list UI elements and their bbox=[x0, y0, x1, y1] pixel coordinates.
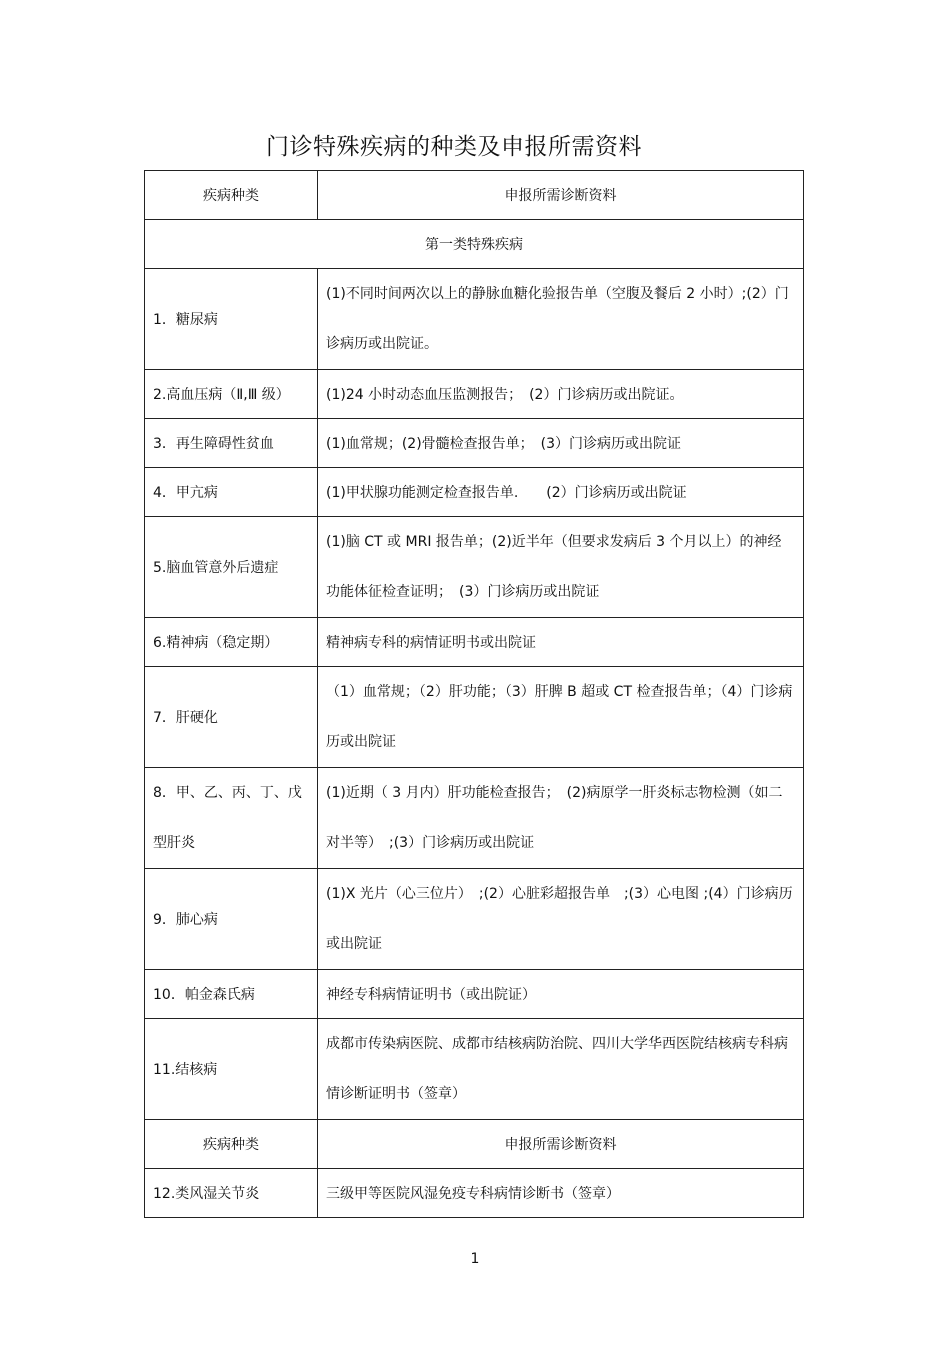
document-title: 门诊特殊疾病的种类及申报所需资料 bbox=[266, 134, 642, 160]
materials-cell: 神经专科病情证明书（或出院证） bbox=[318, 970, 804, 1019]
section-title: 第一类特殊疾病 bbox=[145, 220, 804, 269]
materials-cell: (1)24 小时动态血压监测报告； (2）门诊病历或出院证。 bbox=[318, 370, 804, 419]
header-materials: 申报所需诊断资料 bbox=[318, 171, 804, 220]
table-row bbox=[145, 517, 804, 618]
disease-cell: 6.精神病（稳定期） bbox=[145, 618, 318, 667]
materials-cell: (1)甲状腺功能测定检查报告单. (2）门诊病历或出院证 bbox=[318, 468, 804, 517]
materials-cell: (1)X 光片（心三位片） ;(2）心脏彩超报告单 ;(3）心电图 ;(4）门诊病历或出院证 bbox=[318, 869, 804, 970]
disease-cell: 4．甲亢病 bbox=[145, 468, 318, 517]
disease-cell: 9．肺心病 bbox=[145, 869, 318, 970]
table-row bbox=[145, 419, 804, 468]
disease-table bbox=[144, 170, 804, 1218]
page-number: 1 bbox=[470, 1251, 480, 1267]
disease-cell: 5.脑血管意外后遗症 bbox=[145, 517, 318, 618]
table-row bbox=[145, 1169, 804, 1218]
table-row bbox=[145, 970, 804, 1019]
header-disease-type: 疾病种类 bbox=[145, 171, 318, 220]
section-row bbox=[145, 220, 804, 269]
table-row bbox=[145, 869, 804, 970]
materials-cell: （1）血常规；（2）肝功能；（3）肝脾 B 超或 CT 检查报告单；（4）门诊病历或出院证 bbox=[318, 667, 804, 768]
materials-cell: (1)近期（ 3 月内）肝功能检查报告； (2)病原学一肝炎标志物检测（如二对半等） ;(3）门诊病历或出院证 bbox=[318, 768, 804, 869]
disease-cell: 11.结核病 bbox=[145, 1019, 318, 1120]
disease-cell: 1．糖尿病 bbox=[145, 269, 318, 370]
table-row bbox=[145, 618, 804, 667]
table-header-row-repeat bbox=[145, 1120, 804, 1169]
table-row bbox=[145, 269, 804, 370]
disease-cell: 10．帕金森氏病 bbox=[145, 970, 318, 1019]
disease-cell: 7．肝硬化 bbox=[145, 667, 318, 768]
materials-cell: 三级甲等医院风湿免疫专科病情诊断书（签章） bbox=[318, 1169, 804, 1218]
table-row bbox=[145, 468, 804, 517]
materials-cell: 精神病专科的病情证明书或出院证 bbox=[318, 618, 804, 667]
disease-cell: 8．甲、乙、丙、丁、戊型肝炎 bbox=[145, 768, 318, 869]
disease-cell: 3．再生障碍性贫血 bbox=[145, 419, 318, 468]
materials-cell: 成都市传染病医院、成都市结核病防治院、四川大学华西医院结核病专科病情诊断证明书（签章） bbox=[318, 1019, 804, 1120]
materials-cell: (1)不同时间两次以上的静脉血糖化验报告单（空腹及餐后 2 小时）;(2）门诊病历或出院证。 bbox=[318, 269, 804, 370]
table-row bbox=[145, 1019, 804, 1120]
disease-cell: 2.高血压病（Ⅱ,Ⅲ 级） bbox=[145, 370, 318, 419]
table-row bbox=[145, 667, 804, 768]
table-row bbox=[145, 768, 804, 869]
materials-cell: (1)脑 CT 或 MRI 报告单；(2)近半年（但要求发病后 3 个月以上）的神经功能体征检查证明； (3）门诊病历或出院证 bbox=[318, 517, 804, 618]
disease-cell: 12.类风湿关节炎 bbox=[145, 1169, 318, 1218]
table-row bbox=[145, 370, 804, 419]
materials-cell: (1)血常规；(2)骨髓检查报告单； (3）门诊病历或出院证 bbox=[318, 419, 804, 468]
table-header-row bbox=[145, 171, 804, 220]
header-materials: 申报所需诊断资料 bbox=[318, 1120, 804, 1169]
header-disease-type: 疾病种类 bbox=[145, 1120, 318, 1169]
